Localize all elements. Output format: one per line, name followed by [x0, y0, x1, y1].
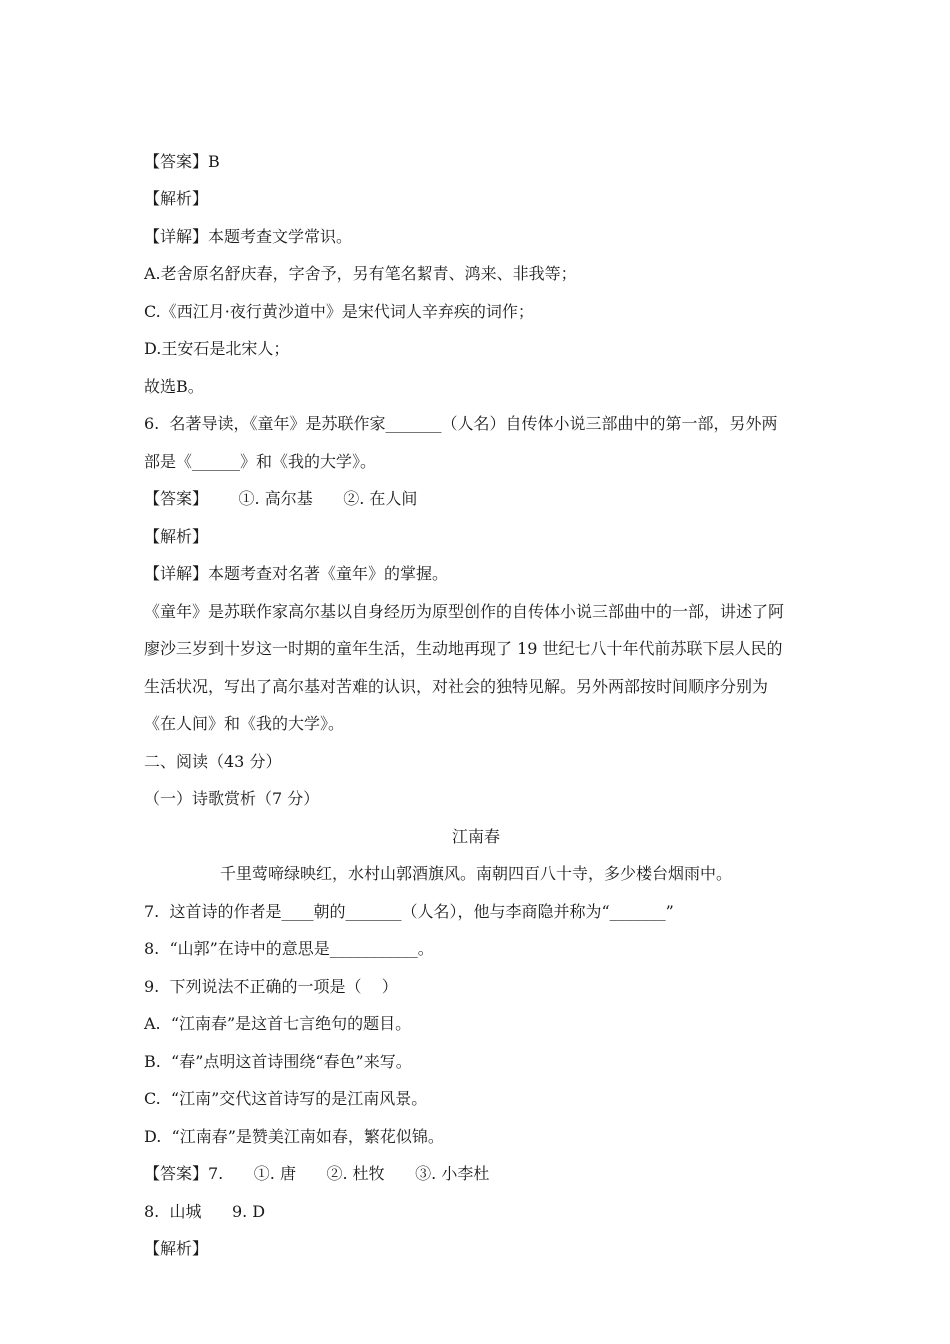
answer-8-9: 8. 山城 9. D — [144, 1202, 266, 1221]
section-reading-heading: 二、阅读（43 分） — [144, 752, 282, 771]
question-6-line-1: 6. 名著导读，《童年》是苏联作家_______（人名）自传体小说三部曲中的第一部，另外两 — [144, 414, 778, 433]
question-6-line-2: 部是《______》和《我的大学》。 — [144, 452, 377, 471]
detail-6-line-3: 生活状况，写出了高尔基对苦难的认识，对社会的独特见解。另外两部按时间顺序分别为 — [144, 677, 769, 696]
question-9-option-a: A. “江南春”是这首七言绝句的题目。 — [144, 1014, 412, 1033]
answer-6: 【答案】 ①. 高尔基 ②. 在人间 — [144, 489, 418, 508]
question-9-option-b: B. “春”点明这首诗围绕“春色”来写。 — [144, 1052, 412, 1071]
choice-conclusion: 故选B。 — [144, 377, 204, 396]
question-8: 8. “山郭”在诗中的意思是___________。 — [144, 939, 434, 958]
poem-title: 江南春 — [451, 827, 500, 846]
poem-text: 千里莺啼绿映红，水村山郭酒旗风。南朝四百八十寺，多少楼台烟雨中。 — [219, 864, 732, 883]
answer-label-5: 【答案】B — [144, 152, 220, 171]
detail-intro-5: 【详解】本题考查文学常识。 — [144, 227, 353, 246]
detail-6-line-4: 《在人间》和《我的大学》。 — [144, 714, 345, 733]
subsection-poetry-heading: （一）诗歌赏析（7 分） — [144, 789, 320, 808]
analysis-label-5: 【解析】 — [144, 189, 209, 208]
question-9: 9. 下列说法不正确的一项是（ ） — [144, 977, 398, 996]
option-d-note: D.王安石是北宋人； — [144, 339, 290, 358]
analysis-label-6: 【解析】 — [144, 527, 209, 546]
question-7: 7. 这首诗的作者是____朝的_______（人名），他与李商隐并称为“_______” — [144, 902, 674, 921]
detail-6-line-1: 《童年》是苏联作家高尔基以自身经历为原型创作的自传体小说三部曲中的一部，讲述了阿 — [144, 602, 785, 621]
option-c-note: C.《西江月·夜行黄沙道中》是宋代词人辛弃疾的词作； — [144, 302, 534, 321]
option-a-note: A.老舍原名舒庆春，字舍予，另有笔名絜青、鸿来、非我等； — [144, 264, 577, 283]
analysis-label-7: 【解析】 — [144, 1239, 209, 1258]
answer-7: 【答案】7. ①. 唐 ②. 杜牧 ③. 小李杜 — [144, 1164, 490, 1183]
question-9-option-d: D. “江南春”是赞美江南如春，繁花似锦。 — [144, 1127, 444, 1146]
question-9-option-c: C. “江南”交代这首诗写的是江南风景。 — [144, 1089, 428, 1108]
detail-intro-6: 【详解】本题考查对名著《童年》的掌握。 — [144, 564, 449, 583]
detail-6-line-2: 廖沙三岁到十岁这一时期的童年生活，生动地再现了 19 世纪七八十年代前苏联下层人民的 — [144, 639, 783, 658]
